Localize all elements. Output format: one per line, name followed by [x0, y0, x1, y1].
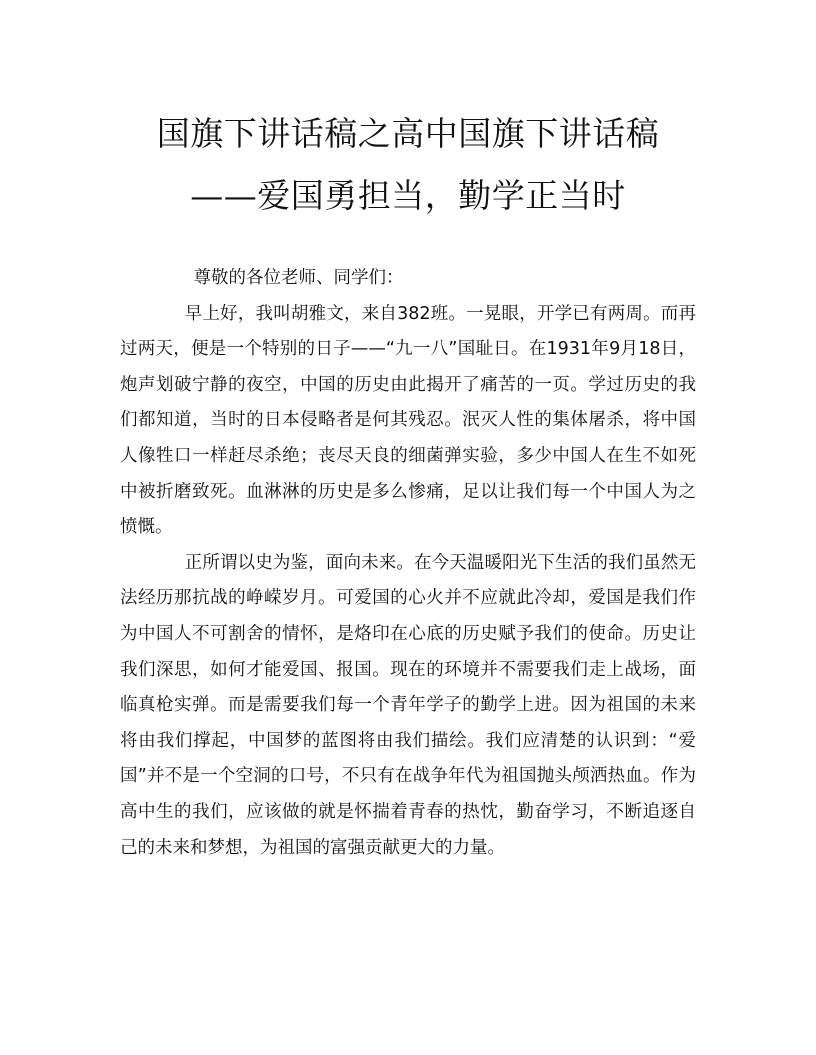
salutation: 尊敬的各位老师、同学们： [193, 268, 404, 288]
document-title-line-1: 国旗下讲话稿之高中国旗下讲话稿 [156, 114, 660, 153]
paragraph-2: 正所谓以史为鉴，面向未来。在今天温暖阳光下生活的我们虽然无法经历那抗战的峥嵘岁月。可爱国的心火并不应就此冷却，爱国是我们作为中国人不可割舍的情怀，是烙印在心底的历史赋予我们的使命。历史让我们深思，如何才能爱国、报国。现在的环境并不需要我们走上战场，面临真枪实弹。而是需要我们每一个青年学子的勤学上进。因为祖国的未来将由我们撑起，中国梦的蓝图将由我们描绘。我们应清楚的认识到：“爱国”并不是一个空洞的口号，不只有在战争年代为祖国抛头颅洒热血。作为高中生的我们，应该做的就是怀揣着青春的热忱，勤奋学习，不断追逐自己的未来和梦想，为祖国的富强贡献更大的力量。 [120, 552, 696, 858]
document-body [120, 261, 696, 866]
document-title-line-2: ——爱国勇担当，勤学正当时 [190, 176, 626, 215]
paragraph-1: 早上好，我叫胡雅文，来自382班。一晃眼，开学已有两周。而再过两天，便是一个特别的日子——“九一八”国耻日。在1931年9月18日，炮声划破宁静的夜空，中国的历史由此揭开了痛苦的一页。学过历史的我们都知道，当时的日本侵略者是何其残忍。泯灭人性的集体屠杀，将中国人像牲口一样赶尽杀绝；丧尽天良的细菌弹实验，多少中国人在生不如死中被折磨致死。血淋淋的历史是多么惨痛，足以让我们每一个中国人为之愤慨。 [120, 303, 696, 538]
